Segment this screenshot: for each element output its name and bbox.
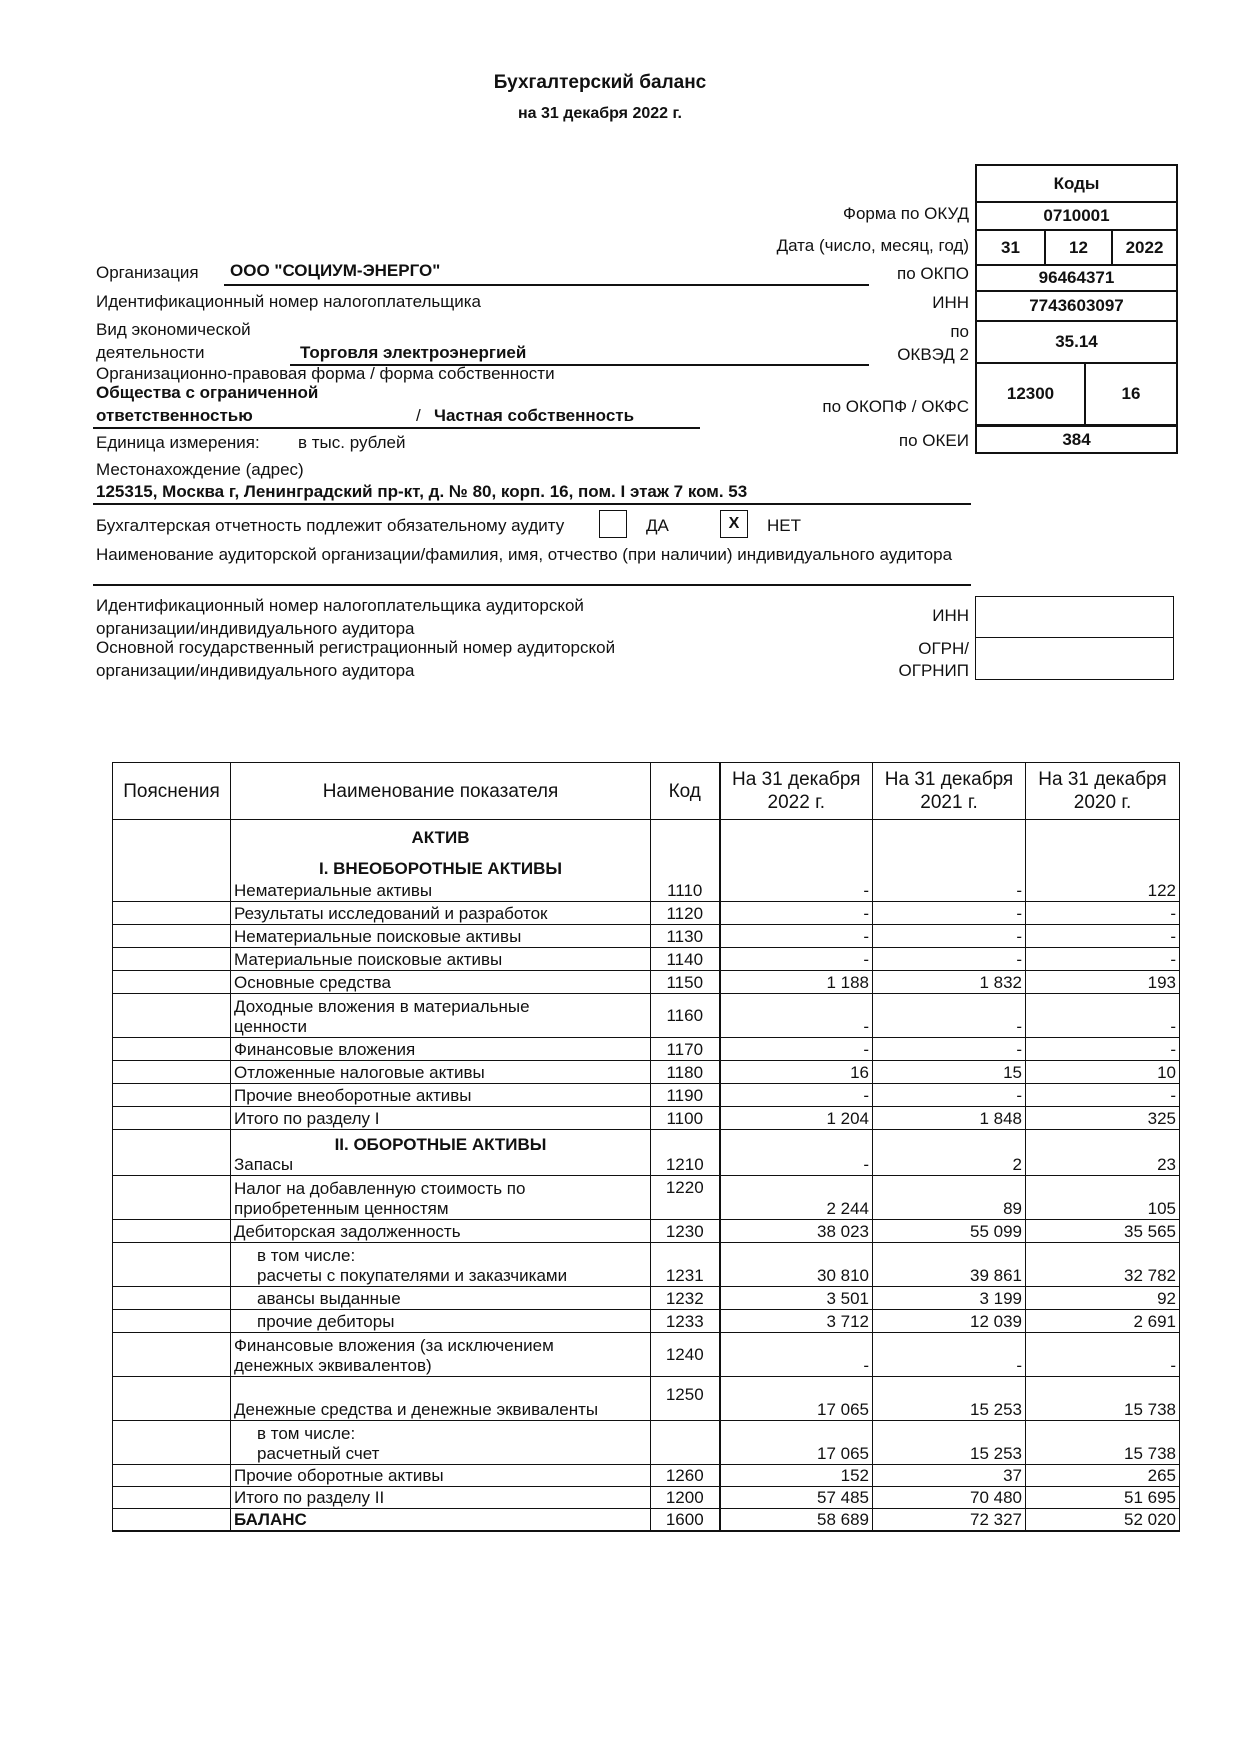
inn-label: ИНН (932, 293, 969, 312)
notes-cell (113, 1176, 231, 1220)
notes-cell (113, 1421, 231, 1465)
notes-cell (113, 1377, 231, 1421)
value-2021: 15 (873, 1061, 1026, 1084)
value-2020: 105 (1026, 1176, 1180, 1220)
auditor-inn-label-1: Идентификационный номер налогоплательщика аудиторской (96, 596, 584, 615)
date-day: 31 (1001, 237, 1020, 257)
auditor-ogrn-code-label-1: ОГРН/ (918, 639, 969, 658)
col-header-2020-line2: 2020 г. (1073, 792, 1132, 813)
row-name-1231: расчеты с покупателями и заказчиками (257, 1266, 568, 1285)
table-row (113, 1509, 1180, 1531)
code-cell: 1200 (651, 1487, 720, 1509)
value-2021: 37 (873, 1465, 1026, 1487)
name-cell: Основные средства (231, 971, 651, 994)
value-2022: 3 712 (720, 1310, 873, 1333)
value-2020: 23 (1026, 1130, 1180, 1176)
auditor-inn-label-2: организации/индивидуального аудитора (96, 619, 415, 638)
value-2022: - (720, 1038, 873, 1061)
address-underline (93, 503, 971, 505)
date-month: 12 (1044, 231, 1111, 264)
code-cell: 1120 (651, 902, 720, 925)
value-2022: 152 (720, 1465, 873, 1487)
notes-cell (113, 1465, 231, 1487)
table-row (113, 948, 1180, 971)
document-subtitle: на 31 декабря 2022 г. (518, 105, 682, 122)
value-2021: - (873, 1038, 1026, 1061)
auditor-inn-box[interactable] (975, 596, 1174, 638)
table-row (113, 1220, 1180, 1243)
legal-form-underline (93, 427, 700, 429)
code-cell: 1150 (651, 971, 720, 994)
value-2021: - (873, 820, 1026, 902)
okud-code: 0710001 (977, 201, 1176, 229)
table-row (113, 925, 1180, 948)
code-cell: 1180 (651, 1061, 720, 1084)
in-that-number-label: в том числе: (257, 1424, 356, 1443)
name-cell: Прочие внеоборотные активы (231, 1084, 651, 1107)
row-name-1160-line1: Доходные вложения в материальные (234, 997, 530, 1016)
value-2022: 30 810 (720, 1243, 873, 1287)
name-cell: прочие дебиторы (231, 1310, 651, 1333)
code-cell: 1230 (651, 1220, 720, 1243)
value-2021: 1 848 (873, 1107, 1026, 1130)
address-value: 125315, Москва г, Ленинградский пр-кт, д. № 80, корп. 16, пом. I этаж 7 ком. 53 (96, 482, 748, 501)
col-header-code: Код (651, 763, 720, 820)
value-2020: 15 738 (1026, 1421, 1180, 1465)
name-cell: Дебиторская задолженность (231, 1220, 651, 1243)
col-header-name: Наименование показателя (231, 763, 651, 820)
name-cell (231, 820, 651, 902)
col-header-2022-line2: 2022 г. (767, 792, 825, 813)
value-2020: - (1026, 902, 1180, 925)
value-2021: 12 039 (873, 1310, 1026, 1333)
value-2020: - (1026, 1038, 1180, 1061)
value-2021: 39 861 (873, 1243, 1026, 1287)
table-row (113, 1421, 1180, 1465)
row-name-1220-line1: Налог на добавленную стоимость по (234, 1179, 526, 1198)
name-cell: Итого по разделу II (231, 1487, 651, 1509)
code-cell: 1240 (651, 1333, 720, 1377)
inn-code: 7743603097 (977, 290, 1176, 320)
code-cell: 1170 (651, 1038, 720, 1061)
table-row (113, 820, 1180, 902)
value-2022: - (720, 925, 873, 948)
table-row (113, 1107, 1180, 1130)
value-2020: 52 020 (1026, 1509, 1180, 1531)
value-2020: 2 691 (1026, 1310, 1180, 1333)
activity-label-2: деятельности (96, 343, 205, 362)
notes-cell (113, 1310, 231, 1333)
date-codes (977, 229, 1176, 264)
okopf-label: по ОКОПФ / ОКФС (822, 397, 969, 416)
value-2020: 265 (1026, 1465, 1180, 1487)
activity-label-1: Вид экономической (96, 320, 251, 339)
notes-cell (113, 948, 231, 971)
name-cell: Результаты исследований и разработок (231, 902, 651, 925)
table-row (113, 1243, 1180, 1287)
notes-cell (113, 1333, 231, 1377)
code-cell: 1100 (651, 1107, 720, 1130)
value-2022: 17 065 (720, 1421, 873, 1465)
col-header-2021-line2: 2021 г. (920, 792, 978, 813)
value-2021: - (873, 1333, 1026, 1377)
table-row (113, 1465, 1180, 1487)
value-2021: 72 327 (873, 1509, 1026, 1531)
code-cell: 1130 (651, 925, 720, 948)
code-cell: 1140 (651, 948, 720, 971)
col-header-2020 (1026, 763, 1180, 820)
name-cell: Материальные поисковые активы (231, 948, 651, 971)
name-cell (231, 1130, 651, 1176)
value-2022: - (720, 902, 873, 925)
table-row (113, 1061, 1180, 1084)
value-2022: - (720, 948, 873, 971)
row-name-1210: Запасы (234, 1155, 294, 1174)
name-cell: БАЛАНС (231, 1509, 651, 1531)
section2-heading: II. ОБОРОТНЫЕ АКТИВЫ (334, 1135, 547, 1154)
okud-label: Форма по ОКУД (843, 204, 969, 223)
col-header-notes: Пояснения (113, 763, 231, 820)
code-cell (651, 1421, 720, 1465)
auditor-ogrn-code-label-2: ОГРНИП (898, 661, 969, 680)
value-2021: 1 832 (873, 971, 1026, 994)
value-2022: 3 501 (720, 1287, 873, 1310)
name-cell: Отложенные налоговые активы (231, 1061, 651, 1084)
value-2021: 2 (873, 1130, 1026, 1176)
code-cell: 1220 (651, 1176, 720, 1220)
value-2020: 10 (1026, 1061, 1180, 1084)
notes-cell (113, 1130, 231, 1176)
legal-form-label: Организационно-правовая форма / форма собственности (96, 364, 555, 383)
value-2022: - (720, 994, 873, 1038)
value-2022: - (720, 1084, 873, 1107)
value-2021: 89 (873, 1176, 1026, 1220)
ownership-value: Частная собственность (434, 406, 635, 425)
value-2020: - (1026, 925, 1180, 948)
value-2022: 38 023 (720, 1220, 873, 1243)
org-name-underline (224, 284, 869, 286)
value-2020: - (1026, 994, 1180, 1038)
okpo-label: по ОКПО (897, 264, 969, 283)
audit-no-label: НЕТ (767, 516, 801, 535)
audit-yes-label: ДА (646, 516, 669, 535)
value-2021: - (873, 925, 1026, 948)
table-row (113, 1130, 1180, 1176)
auditor-name-label: Наименование аудиторской организации/фамилия, имя, отчество (при наличии) индивидуального аудитора (96, 545, 953, 564)
value-2020: - (1026, 1333, 1180, 1377)
value-2022: - (720, 1130, 873, 1176)
notes-cell (113, 1287, 231, 1310)
name-cell (231, 1176, 651, 1220)
name-cell: Нематериальные поисковые активы (231, 925, 651, 948)
section1-heading: I. ВНЕОБОРОТНЫЕ АКТИВЫ (318, 859, 563, 878)
table-row (113, 1487, 1180, 1509)
name-cell (231, 1421, 651, 1465)
value-2020: - (1026, 948, 1180, 971)
okfs-code: 16 (1084, 364, 1176, 424)
row-name-1240-line2: денежных эквивалентов) (234, 1356, 432, 1375)
code-cell: 1231 (651, 1243, 720, 1287)
value-2021: 55 099 (873, 1220, 1026, 1243)
table-row (113, 971, 1180, 994)
address-label: Местонахождение (адрес) (96, 460, 304, 479)
legal-form-value-2: ответственностью (96, 406, 253, 425)
name-cell (231, 1243, 651, 1287)
table-row (113, 994, 1180, 1038)
in-that-number-label: в том числе: (257, 1246, 356, 1265)
value-2022: 2 244 (720, 1176, 873, 1220)
unit-value: в тыс. рублей (298, 433, 406, 452)
row-name-1240-line1: Финансовые вложения (за исключением (234, 1336, 554, 1355)
okved-label-2: ОКВЭД 2 (897, 345, 969, 364)
value-2021: - (873, 902, 1026, 925)
value-2020: 15 738 (1026, 1377, 1180, 1421)
row-name-1110: Нематериальные активы (234, 881, 433, 900)
notes-cell (113, 1084, 231, 1107)
document-title: Бухгалтерский баланс (493, 72, 707, 93)
codes-box (975, 164, 1178, 454)
notes-cell (113, 1061, 231, 1084)
col-header-2021-line1: На 31 декабря (884, 769, 1014, 790)
name-cell: Прочие оборотные активы (231, 1465, 651, 1487)
value-2022: - (720, 1333, 873, 1377)
notes-cell (113, 902, 231, 925)
value-2022: 17 065 (720, 1377, 873, 1421)
date-year: 2022 (1111, 231, 1176, 264)
code-cell: 1160 (651, 994, 720, 1038)
okved-code: 35.14 (977, 320, 1176, 362)
asset-heading: АКТИВ (411, 828, 470, 847)
code-cell: 1190 (651, 1084, 720, 1107)
value-2021: - (873, 1084, 1026, 1107)
row-name-1160-line2: ценности (234, 1017, 308, 1036)
table-header-row (113, 763, 1180, 820)
value-2022: 16 (720, 1061, 873, 1084)
name-cell: Финансовые вложения (231, 1038, 651, 1061)
okei-label: по ОКЕИ (898, 431, 969, 450)
value-2020: 51 695 (1026, 1487, 1180, 1509)
name-cell: Денежные средства и денежные эквиваленты (231, 1377, 651, 1421)
value-2020: 35 565 (1026, 1220, 1180, 1243)
table-row (113, 1287, 1180, 1310)
okopf-code: 12300 (1006, 384, 1055, 403)
value-2020: 32 782 (1026, 1243, 1180, 1287)
value-2021: 3 199 (873, 1287, 1026, 1310)
okei-code: 384 (977, 424, 1176, 452)
value-2020: 92 (1026, 1287, 1180, 1310)
table-row (113, 1333, 1180, 1377)
col-header-2022-line1: На 31 декабря (732, 769, 861, 790)
notes-cell (113, 1487, 231, 1509)
notes-cell (113, 820, 231, 902)
unit-label: Единица измерения: (96, 433, 260, 452)
auditor-ogrn-label-2: организации/индивидуального аудитора (96, 661, 415, 680)
table-row (113, 1176, 1180, 1220)
name-cell: Итого по разделу I (231, 1107, 651, 1130)
value-2021: 70 480 (873, 1487, 1026, 1509)
table-row (113, 1038, 1180, 1061)
code-cell: 1233 (651, 1310, 720, 1333)
value-2022: 1 204 (720, 1107, 873, 1130)
auditor-ogrn-box[interactable] (975, 637, 1174, 680)
notes-cell (113, 1243, 231, 1287)
okpo-code: 96464371 (977, 264, 1176, 290)
table-row (113, 1377, 1180, 1421)
table-row (113, 1084, 1180, 1107)
value-2020: 122 (1026, 820, 1180, 902)
date-label: Дата (число, месяц, год) (776, 236, 969, 255)
col-header-2021 (873, 763, 1026, 820)
org-name: ООО "СОЦИУМ-ЭНЕРГО" (230, 261, 441, 280)
balance-table (112, 762, 1180, 1532)
name-cell (231, 994, 651, 1038)
value-2022: 1 188 (720, 971, 873, 994)
value-2022: 58 689 (720, 1509, 873, 1531)
okved-label-1: по (950, 322, 969, 341)
code-cell: 1600 (651, 1509, 720, 1531)
row-name-current-account: расчетный счет (257, 1444, 380, 1463)
table-row (113, 1310, 1180, 1333)
okopf-okfs-codes (977, 362, 1176, 424)
notes-cell (113, 1509, 231, 1531)
audit-question: Бухгалтерская отчетность подлежит обязательному аудиту (96, 516, 565, 535)
code-cell: 1260 (651, 1465, 720, 1487)
legal-form-value-1: Общества с ограниченной (96, 383, 319, 402)
notes-cell (113, 971, 231, 994)
audit-yes-checkbox[interactable] (599, 510, 627, 538)
value-2020: - (1026, 1084, 1180, 1107)
ownership-separator: / (416, 406, 421, 425)
auditor-name-underline (93, 584, 971, 586)
code-cell: 1210 (651, 1130, 720, 1176)
code-cell: 1232 (651, 1287, 720, 1310)
audit-no-checkbox[interactable]: X (720, 510, 748, 538)
notes-cell (113, 1107, 231, 1130)
table-row (113, 902, 1180, 925)
value-2022: 57 485 (720, 1487, 873, 1509)
code-cell: 1250 (651, 1377, 720, 1421)
codes-heading: Коды (1053, 173, 1100, 193)
auditor-inn-code-label: ИНН (932, 606, 969, 625)
auditor-ogrn-label-1: Основной государственный регистрационный номер аудиторской (96, 638, 616, 657)
value-2022: - (720, 820, 873, 902)
col-header-2022 (720, 763, 873, 820)
value-2020: 193 (1026, 971, 1180, 994)
notes-cell (113, 1220, 231, 1243)
inn-caption: Идентификационный номер налогоплательщика (96, 292, 481, 311)
value-2020: 325 (1026, 1107, 1180, 1130)
col-header-2020-line1: На 31 декабря (1038, 769, 1167, 790)
org-label: Организация (96, 263, 199, 282)
value-2021: 15 253 (873, 1421, 1026, 1465)
value-2021: - (873, 948, 1026, 971)
notes-cell (113, 925, 231, 948)
row-name-1220-line2: приобретенным ценностям (234, 1199, 449, 1218)
activity-value: Торговля электроэнергией (300, 343, 527, 362)
name-cell: авансы выданные (231, 1287, 651, 1310)
notes-cell (113, 994, 231, 1038)
name-cell (231, 1333, 651, 1377)
code-cell: 1110 (651, 820, 720, 902)
value-2021: - (873, 994, 1026, 1038)
notes-cell (113, 1038, 231, 1061)
value-2021: 15 253 (873, 1377, 1026, 1421)
